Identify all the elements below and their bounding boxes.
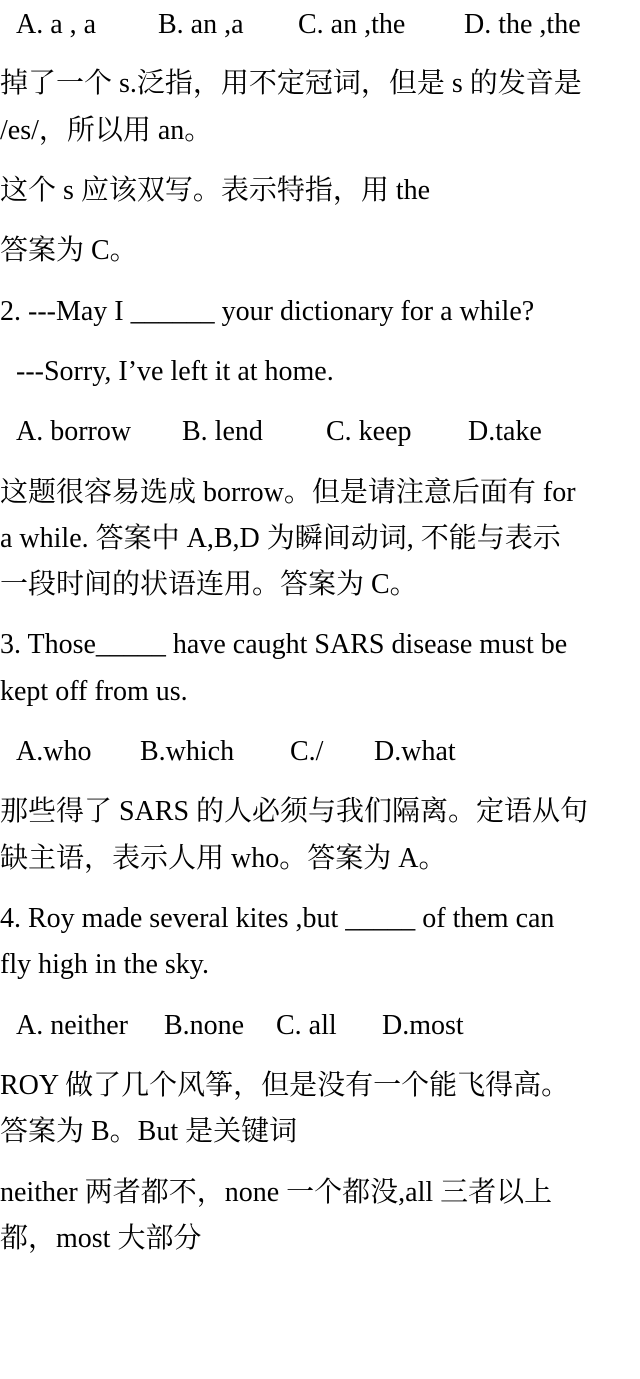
q4-explanation-line-4: 都，most 大部分 [0,1223,202,1254]
q3-option-c: C./ [290,736,324,767]
q1-explanation-line-2: /es/，所以用 an。 [0,115,213,146]
q4-explanation-line-1: ROY 做了几个风筝，但是没有一个能飞得高。 [0,1070,570,1101]
q2-option-b: B. lend [182,416,263,447]
q4-option-c: C. all [276,1010,337,1041]
q1-explanation-line-3: 这个 s 应该双写。表示特指，用 the [0,175,431,206]
q2-explanation-line-3: 一段时间的状语连用。答案为 C。 [0,569,418,600]
q2-explanation-line-1: 这题很容易选成 borrow。但是请注意后面有 for [0,477,576,508]
q1-explanation-line-1: 掉了一个 s.泛指，用不定冠词，但是 s 的发音是 [0,68,582,99]
q3-option-d: D.what [374,736,456,767]
q3-question-line-1: 3. Those_____ have caught SARS disease must be [0,629,568,660]
q3-question-line-2: kept off from us. [0,676,188,707]
q2-question-line-2: ---Sorry, I’ve left it at home. [16,356,334,387]
q1-option-a: A. a , a [16,9,97,40]
q4-explanation-line-2: 答案为 B。But 是关键词 [0,1116,298,1147]
q2-question-line-1: 2. ---May I ______ your dictionary for a while? [0,296,535,327]
q2-explanation-line-2: a while. 答案中 A,B,D 为瞬间动词, 不能与表示 [0,523,561,554]
q4-explanation-line-3: neither 两者都不，none 一个都没,all 三者以上 [0,1177,553,1208]
q3-explanation-line-1: 那些得了 SARS 的人必须与我们隔离。定语从句 [0,796,589,827]
q3-option-a: A.who [16,736,92,767]
q4-option-b: B.none [164,1010,245,1041]
q4-option-a: A. neither [16,1010,128,1041]
q4-question-line-2: fly high in the sky. [0,949,209,980]
q3-option-b: B.which [140,736,235,767]
q2-option-c: C. keep [326,416,412,447]
q1-option-d: D. the ,the [464,9,581,40]
q2-option-d: D.take [468,416,542,447]
q3-explanation-line-2: 缺主语，表示人用 who。答案为 A。 [0,843,447,874]
q1-answer: 答案为 C。 [0,235,138,266]
q4-question-line-1: 4. Roy made several kites ,but _____ of them can [0,903,555,934]
q1-option-c: C. an ,the [298,9,406,40]
q1-option-b: B. an ,a [158,9,244,40]
q4-option-d: D.most [382,1010,464,1041]
q2-option-a: A. borrow [16,416,132,447]
